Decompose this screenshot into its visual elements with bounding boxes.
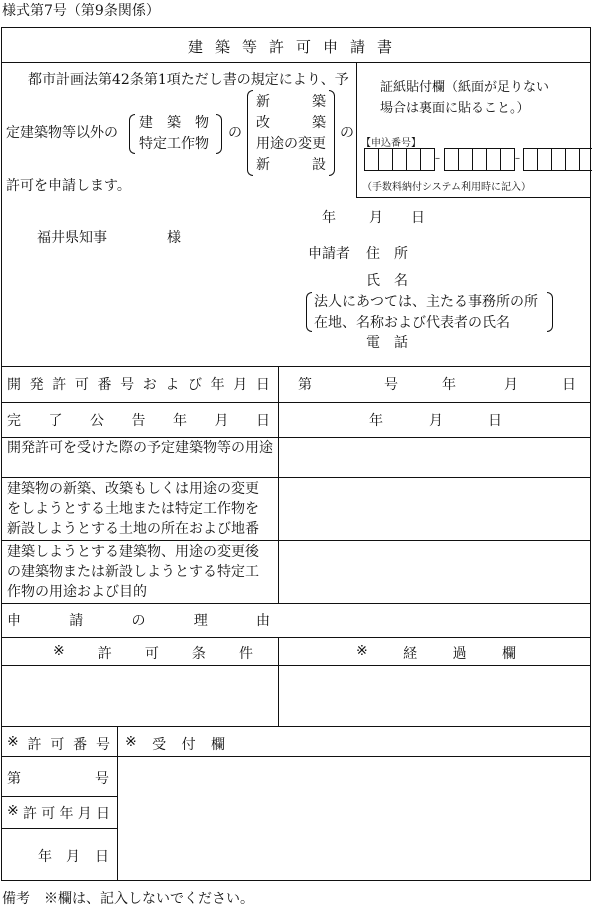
action-new-build: 新 築 <box>256 94 326 110</box>
dash-1: – <box>435 153 440 164</box>
application-number-boxes[interactable] <box>364 148 584 172</box>
permit-date-month: 月 <box>66 849 80 865</box>
permit-date-day: 日 <box>95 849 109 865</box>
action-bracket-right <box>329 90 335 176</box>
stamp-note: （手数料納付システム利用時に記入） <box>362 182 531 193</box>
corp-bracket-right <box>547 292 553 332</box>
reason-label: 申 請 の 理 由 <box>7 613 270 629</box>
date-year: 年 <box>322 210 336 226</box>
type-bracket-right <box>216 114 222 154</box>
planned-use-label: 開発許可を受けた際の予定建築物等の用途 <box>7 440 273 456</box>
form-number: 様式第7号（第9条関係） <box>2 3 160 19</box>
stamp-title-line2: 場合は裏面に貼ること。） <box>380 101 530 116</box>
particle-no: の <box>228 125 242 141</box>
type-option-building: 建 築 物 <box>139 115 209 131</box>
type-option-structure: 特定工作物 <box>139 136 209 152</box>
purpose-line3: 作物の用途および目的 <box>7 584 147 600</box>
date-day: 日 <box>411 210 425 226</box>
number-go: 号 <box>95 771 109 787</box>
particle-no2: の <box>340 125 354 141</box>
action-change-use: 用途の変更 <box>256 136 326 152</box>
stamp-title-line1: 証紙貼付欄（紙面が足りない <box>380 80 550 95</box>
permit-number-label: ※ 許 可 番 号 <box>7 734 110 753</box>
dev-permit-label: 開 発 許 可 番 号 お よ び 年 月 日 <box>7 377 270 393</box>
completion-year: 年 <box>369 413 383 429</box>
dev-permit-month: 月 <box>504 377 518 393</box>
corp-note-line1: 法人にあつては、主たる事務所の所 <box>314 294 538 310</box>
location-line1: 建築物の新築、改築もしくは用途の変更 <box>7 481 259 497</box>
permit-date-year: 年 <box>38 849 52 865</box>
permit-date-label: ※ 許 可 年 月 日 <box>7 803 110 822</box>
conditions-header: ※ 許 可 条 件 <box>53 643 253 662</box>
remark: 備考 ※欄は、記入しないでください。 <box>2 891 254 907</box>
number-dai: 第 <box>7 771 21 787</box>
addressee-honorific: 様 <box>167 230 181 246</box>
dash-2: – <box>515 153 520 164</box>
action-new-install: 新 設 <box>256 157 326 173</box>
intro-line1: 都市計画法第42条第1項ただし書の規定により、予 <box>28 72 349 88</box>
addressee: 福井県知事 <box>37 230 107 246</box>
name-label: 氏 名 <box>366 273 408 289</box>
corp-bracket-left <box>306 292 312 332</box>
purpose-line2: の建築物または新設しようとする特定工 <box>7 564 259 580</box>
dev-permit-day: 日 <box>562 377 576 393</box>
reception-label: ※ 受 付 欄 <box>125 734 225 753</box>
date-month: 月 <box>369 210 383 226</box>
dev-permit-dai: 第 <box>298 377 312 393</box>
action-rebuild: 改 築 <box>256 115 326 131</box>
location-line3: 新設しようとする土地の所在および地番 <box>7 521 259 537</box>
completion-day: 日 <box>488 413 502 429</box>
form-title: 建築等許可申請書 <box>187 38 404 56</box>
completion-month: 月 <box>429 413 443 429</box>
corp-note-line2: 在地、名称および代表者の氏名 <box>314 315 510 331</box>
location-line2: をしようとする土地または特定工作物を <box>7 501 259 517</box>
type-bracket-left <box>129 114 135 154</box>
address-label: 住 所 <box>366 246 408 262</box>
purpose-line1: 建築しようとする建築物、用途の変更後 <box>7 544 259 560</box>
dev-permit-go: 号 <box>384 377 398 393</box>
phone-label: 電 話 <box>366 335 408 351</box>
progress-header: ※ 経 過 欄 <box>356 643 516 662</box>
dev-permit-year: 年 <box>442 377 456 393</box>
action-bracket-left <box>247 90 253 176</box>
intro-line3: 許可を申請します。 <box>6 178 131 194</box>
completion-label: 完 了 公 告 年 月 日 <box>7 413 270 429</box>
applicant-label: 申請者 <box>308 246 350 262</box>
stamp-number-label: 【申込番号】 <box>361 138 421 149</box>
intro-line2-prefix: 定建築物等以外の <box>6 125 118 141</box>
